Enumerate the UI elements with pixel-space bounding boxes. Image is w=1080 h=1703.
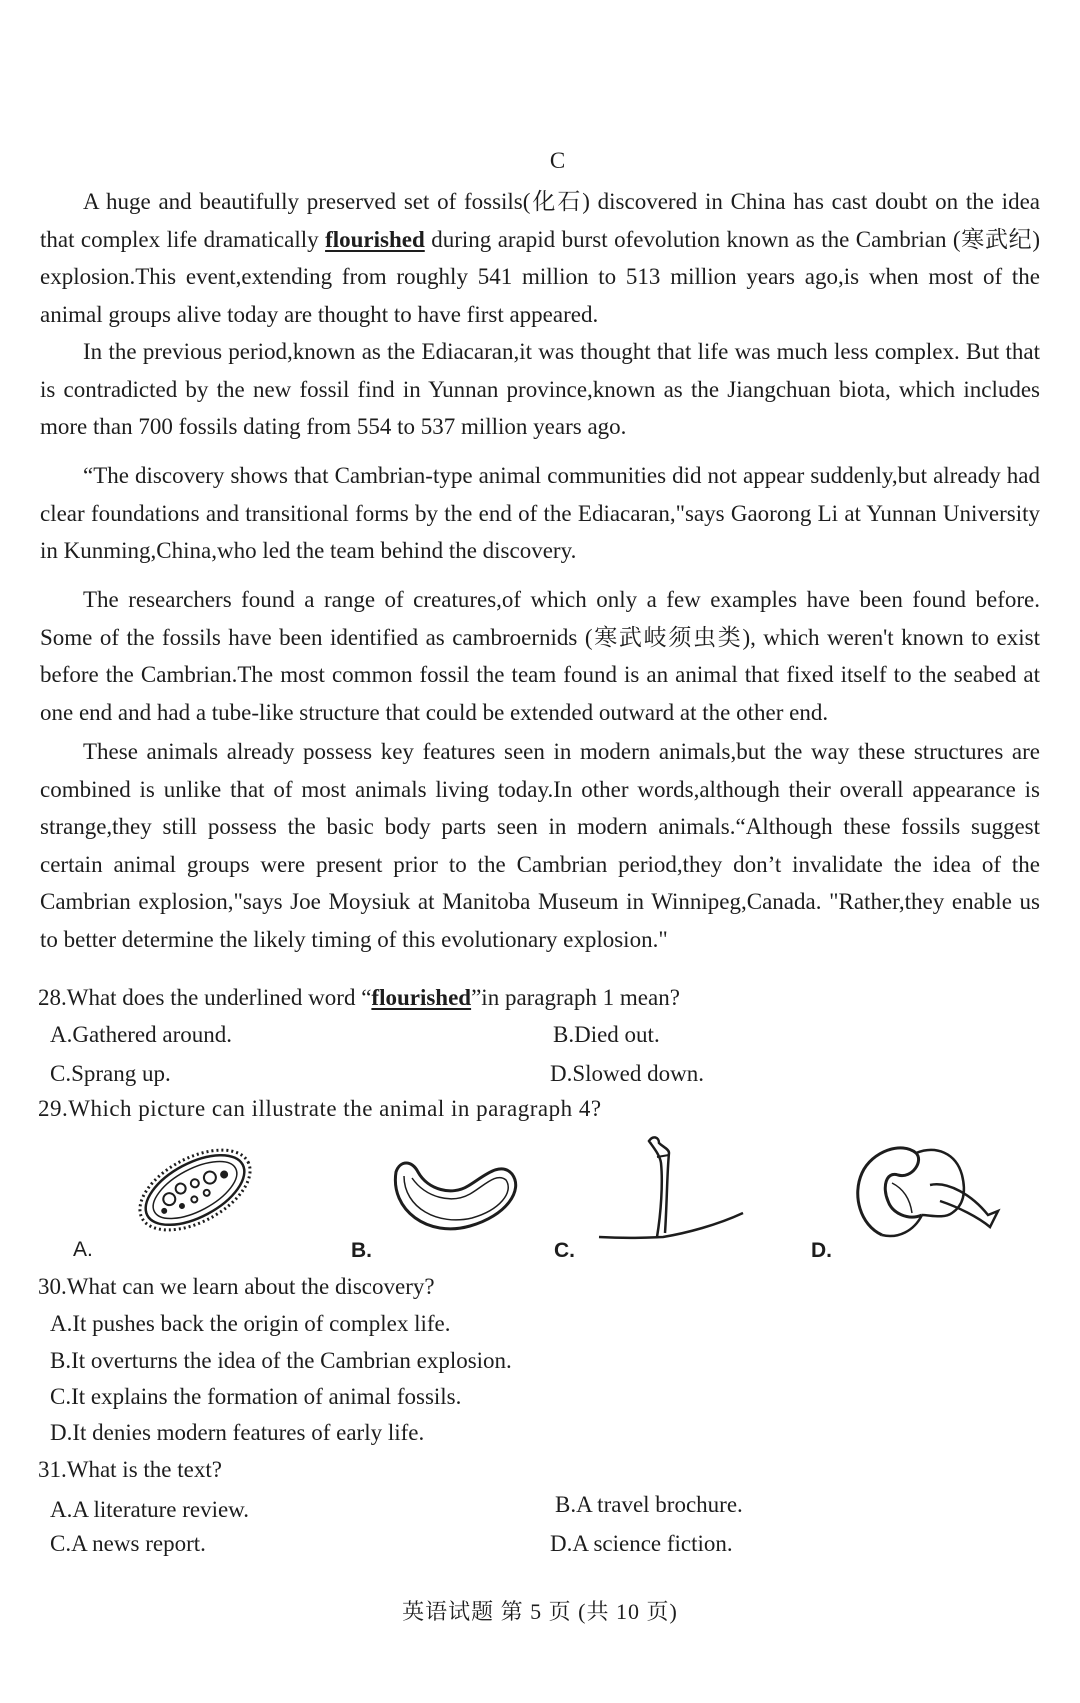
question-28-stem-after: ”in paragraph 1 mean?: [471, 985, 680, 1010]
passage-heading: C: [549, 148, 566, 173]
paragraph-1-text-after: during arapid burst ofevolution known as the Cambrian (寒武纪) explosion.This event,extending from roughly 541 million to 513 million years ago,is when most of the animal groups alive today are thought to have first appeared.: [40, 226, 1041, 327]
picture-b-label[interactable]: B.: [351, 1239, 372, 1262]
question-30-stem: 30.What can we learn about the discovery?: [38, 1274, 435, 1299]
question-31-option-b[interactable]: B.A travel brochure.: [555, 1492, 743, 1517]
question-30-option-d[interactable]: D.It denies modern features of early life.: [50, 1420, 425, 1445]
question-30-option-c[interactable]: C.It explains the formation of animal fossils.: [50, 1384, 462, 1409]
question-30-option-a[interactable]: A.It pushes back the origin of complex life.: [50, 1311, 451, 1336]
question-28-option-a[interactable]: A.Gathered around.: [50, 1022, 233, 1047]
picture-d-curled-animal: [852, 1135, 1002, 1245]
question-28-option-d[interactable]: D.Slowed down.: [550, 1061, 704, 1086]
picture-d-label[interactable]: D.: [811, 1239, 832, 1262]
picture-c-tube-animal: [597, 1133, 745, 1243]
paragraph-1: [40, 183, 1040, 333]
question-31-option-c[interactable]: C.A news report.: [50, 1531, 206, 1556]
question-28-word: flourished: [371, 985, 472, 1010]
question-28-stem: [38, 985, 680, 1011]
paragraph-2: In the previous period,known as the Ediacaran,it was thought that life was much less complex. But that is contradicted by the new fossil find in Yunnan province,known as the Jiangchuan biota, which includes more than 700 fossils dating from 554 to 537 million years ago.: [40, 339, 1040, 439]
question-30-option-b[interactable]: B.It overturns the idea of the Cambrian explosion.: [50, 1348, 512, 1373]
paragraph-1-text-before: A huge and beautifully preserved set of fossils(化石) discovered in China has cast doubt on the idea that complex life dramatically: [40, 189, 1040, 252]
question-28-stem-before: 28.What does the underlined word “: [38, 985, 372, 1010]
underlined-word: flourished: [325, 226, 425, 252]
page-footer: 英语试题 第 5 页 (共 10 页): [402, 1599, 678, 1624]
question-28-option-b[interactable]: B.Died out.: [553, 1022, 660, 1047]
picture-a-paramecium: [128, 1138, 263, 1243]
question-31-option-a[interactable]: A.A literature review.: [50, 1497, 250, 1522]
paragraph-4: The researchers found a range of creatures,of which only a few examples have been found before. Some of the fossils have been identified as cambroernids (寒武岐须虫类), which weren't known to exist before the Cambrian.The most common fossil the team found is an animal that fixed itself to the seabed at one end and had a tube-like structure that could be extended outward at the other end.: [40, 587, 1040, 725]
picture-a-label[interactable]: A.: [73, 1238, 93, 1261]
picture-c-label[interactable]: C.: [554, 1239, 575, 1262]
picture-b-kidney-shape: [388, 1150, 528, 1240]
paragraph-5: These animals already possess key features seen in modern animals,but the way these structures are combined is unlike that of most animals living today.In other words,although their overall appearance is strange,they still possess the basic body parts seen in modern animals.“Although these fossils suggest certain animal groups were present prior to the Cambrian period,they don’t invalidate the idea of the Cambrian explosion,"says Joe Moysiuk at Manitoba Museum in Winnipeg,Canada. "Rather,they enable us to better determine the likely timing of this evolutionary explosion.": [40, 739, 1040, 952]
paragraph-3: “The discovery shows that Cambrian-type animal communities did not appear suddenly,but already had clear foundations and transitional forms by the end of the Ediacaran,"says Gaorong Li at Yunnan University in Kunming,China,who led the team behind the discovery.: [40, 463, 1040, 563]
question-31-stem: 31.What is the text?: [38, 1457, 222, 1482]
question-28-option-c[interactable]: C.Sprang up.: [50, 1061, 171, 1086]
question-31-option-d[interactable]: D.A science fiction.: [550, 1531, 733, 1556]
question-29-stem: 29.Which picture can illustrate the animal in paragraph 4?: [38, 1096, 602, 1121]
